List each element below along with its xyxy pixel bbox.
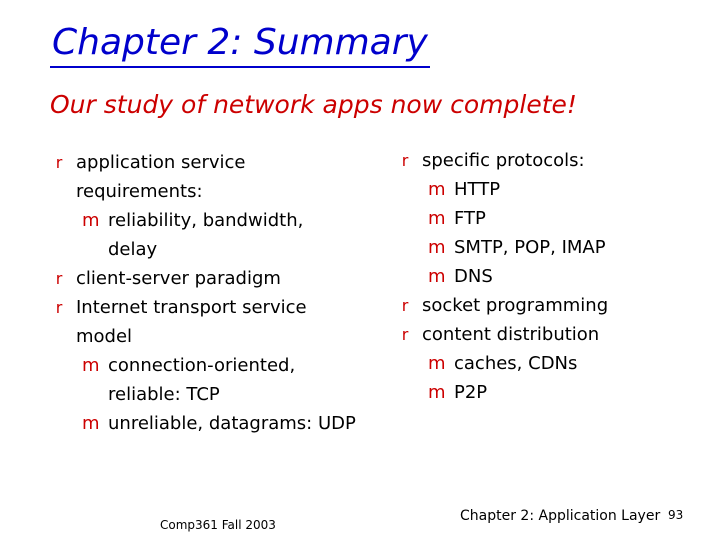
sub-list-item [396, 233, 696, 262]
sub-item-text: HTTP [454, 179, 501, 200]
list-item-text: content distribution [422, 324, 600, 345]
list-item-text: Internet transport service [76, 297, 307, 318]
list-item [50, 264, 370, 293]
sub-bullet-icon: m [428, 237, 446, 258]
sub-bullet-icon: m [428, 382, 446, 403]
bullet-icon: r [55, 153, 63, 172]
sub-list-item [50, 206, 370, 264]
list-item [396, 320, 696, 349]
sub-item-text: connection-oriented, [108, 355, 296, 376]
list-item [396, 291, 696, 320]
page-number: 93 [668, 508, 684, 522]
slide-title: Chapter 2: Summary [52, 22, 428, 63]
list-item-text: application service [76, 152, 246, 173]
bullet-icon: r [401, 325, 409, 344]
bullet-icon: r [401, 151, 409, 170]
left-column [50, 148, 370, 438]
sub-list-item [50, 409, 370, 438]
sub-item-text: reliability, bandwidth, [108, 210, 304, 231]
list-item [50, 148, 370, 206]
sub-list-item [50, 351, 370, 409]
sub-bullet-icon: m [428, 353, 446, 374]
sub-bullet-icon: m [82, 355, 100, 376]
list-item [396, 146, 696, 175]
sub-item-text: SMTP, POP, IMAP [454, 237, 606, 258]
footer-chapter: Chapter 2: Application Layer [460, 508, 661, 524]
title-underline [50, 66, 430, 68]
slide-subtitle: Our study of network apps now complete! [50, 90, 577, 119]
bullet-icon: r [55, 298, 63, 317]
sub-list-item [396, 349, 696, 378]
bullet-icon: r [401, 296, 409, 315]
list-item-text: requirements: [76, 181, 203, 202]
sub-list-item [396, 378, 696, 407]
sub-item-text: delay [108, 239, 158, 260]
sub-item-text: reliable: TCP [108, 384, 220, 405]
footer-course: Comp361 Fall 2003 [160, 518, 276, 532]
list-item-text: model [76, 326, 133, 347]
sub-bullet-icon: m [428, 179, 446, 200]
sub-item-text: caches, CDNs [454, 353, 578, 374]
sub-bullet-icon: m [428, 266, 446, 287]
sub-list-item [396, 204, 696, 233]
sub-bullet-icon: m [428, 208, 446, 229]
sub-bullet-icon: m [82, 210, 100, 231]
list-item-text: client-server paradigm [76, 268, 281, 289]
sub-list-item [396, 175, 696, 204]
sub-list-item [396, 262, 696, 291]
sub-item-text: P2P [454, 382, 488, 403]
list-item-text: socket programming [422, 295, 609, 316]
sub-item-text: DNS [454, 266, 493, 287]
list-item-text: specific protocols: [422, 150, 585, 171]
list-item [50, 293, 370, 351]
bullet-icon: r [55, 269, 63, 288]
sub-item-text: unreliable, datagrams: UDP [108, 413, 356, 434]
right-column [396, 146, 696, 407]
sub-bullet-icon: m [82, 413, 100, 434]
sub-item-text: FTP [454, 208, 486, 229]
